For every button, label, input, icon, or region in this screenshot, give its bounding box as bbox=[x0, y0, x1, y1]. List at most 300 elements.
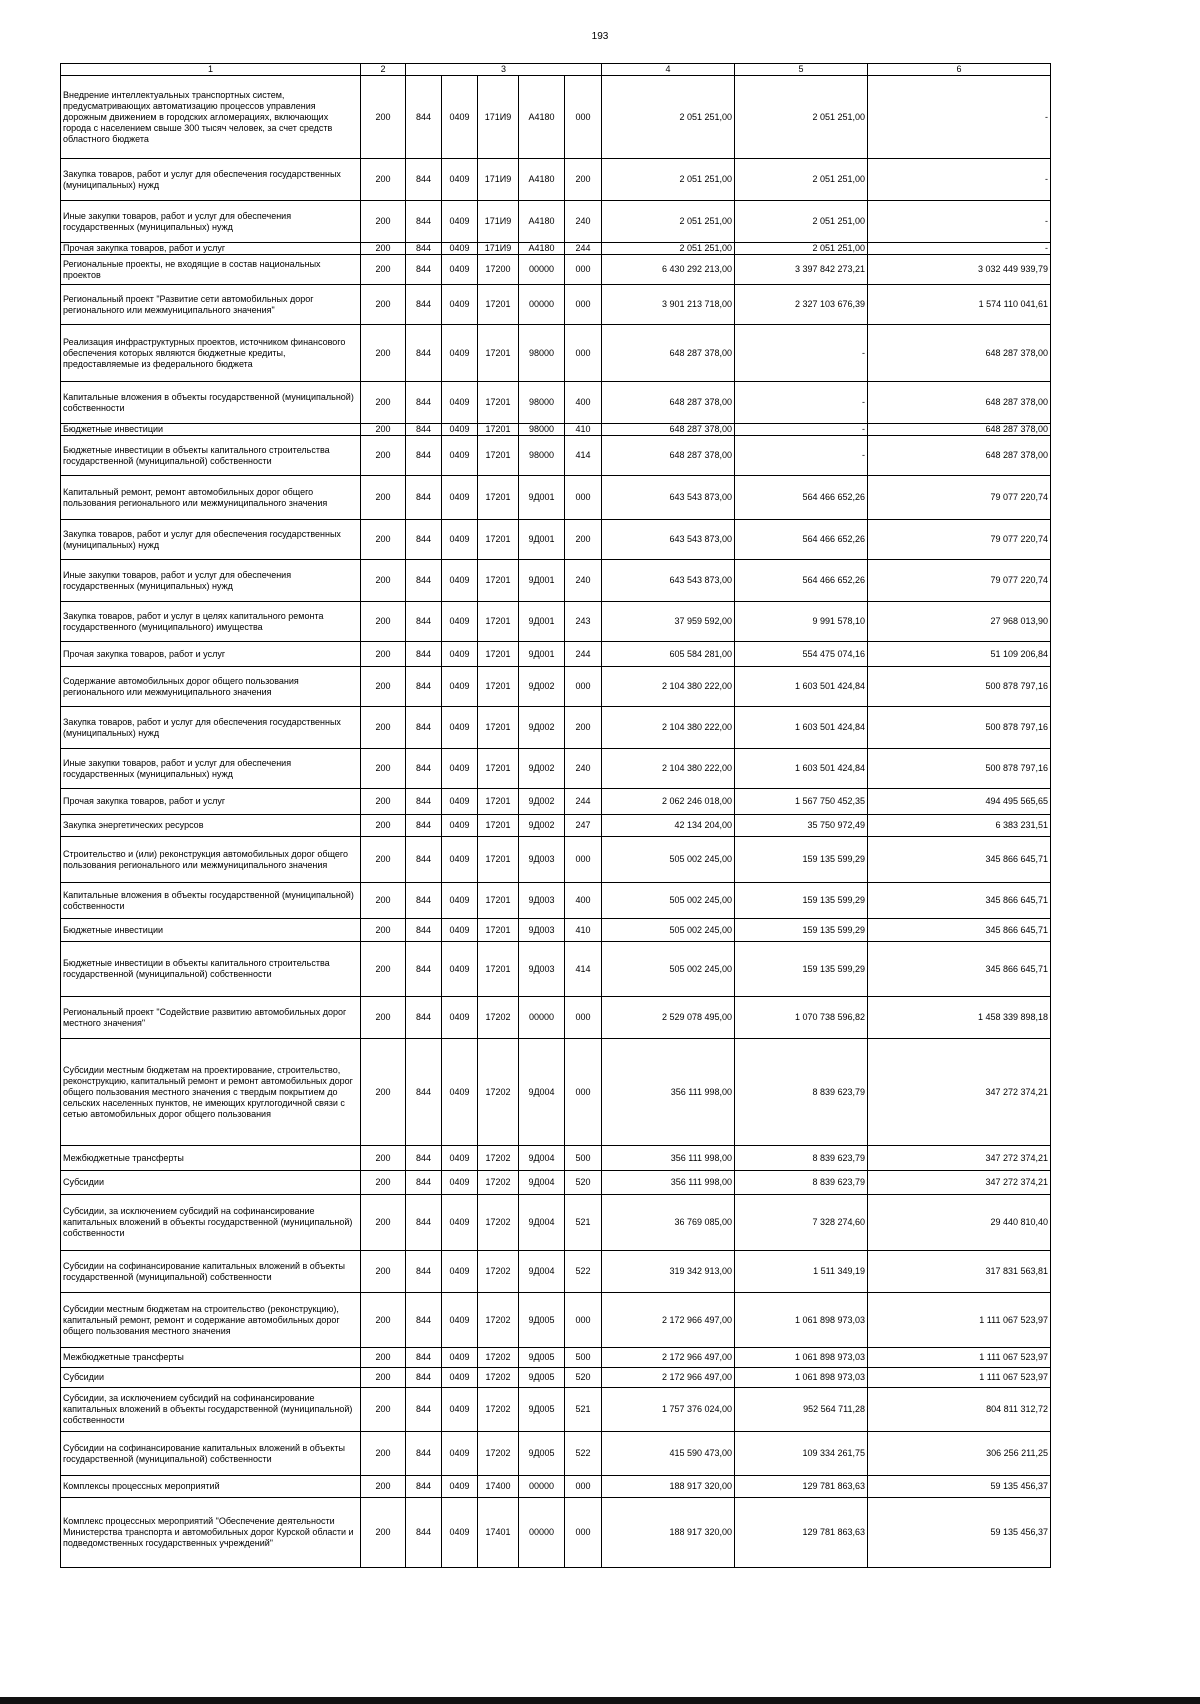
row-amount-planned: 643 543 873,00 bbox=[602, 560, 735, 602]
row-amount-planned: 2 104 380 222,00 bbox=[602, 749, 735, 789]
row-amount-planned: 643 543 873,00 bbox=[602, 520, 735, 560]
row-amount-planned: 648 287 378,00 bbox=[602, 436, 735, 476]
row-amount-remaining: 317 831 563,81 bbox=[868, 1251, 1051, 1293]
row-amount-executed: 129 781 863,63 bbox=[735, 1498, 868, 1568]
row-expense-type: 410 bbox=[565, 919, 602, 942]
table-row bbox=[61, 1498, 1051, 1568]
table-row bbox=[61, 76, 1051, 159]
row-department: 844 bbox=[406, 667, 442, 707]
row-section: 200 bbox=[361, 837, 406, 883]
header-col-5: 5 bbox=[735, 64, 868, 76]
row-expense-type: 000 bbox=[565, 667, 602, 707]
row-amount-executed: 1 061 898 973,03 bbox=[735, 1293, 868, 1348]
row-section: 200 bbox=[361, 1293, 406, 1348]
scan-edge bbox=[0, 1697, 1200, 1704]
header-row bbox=[61, 64, 1051, 76]
row-expense-type: 240 bbox=[565, 560, 602, 602]
row-target-code: 171И9 bbox=[478, 243, 519, 255]
row-amount-planned: 648 287 378,00 bbox=[602, 325, 735, 382]
row-direction-code: 9Д001 bbox=[519, 642, 565, 667]
row-name: Прочая закупка товаров, работ и услуг bbox=[61, 642, 361, 667]
row-subsection: 0409 bbox=[442, 667, 478, 707]
row-department: 844 bbox=[406, 942, 442, 997]
row-target-code: 17202 bbox=[478, 1348, 519, 1368]
row-subsection: 0409 bbox=[442, 1293, 478, 1348]
row-department: 844 bbox=[406, 1195, 442, 1251]
row-department: 844 bbox=[406, 602, 442, 642]
row-expense-type: 000 bbox=[565, 476, 602, 520]
table-row bbox=[61, 1039, 1051, 1146]
row-department: 844 bbox=[406, 997, 442, 1039]
table-row bbox=[61, 201, 1051, 243]
row-direction-code: 9Д002 bbox=[519, 749, 565, 789]
row-department: 844 bbox=[406, 883, 442, 919]
row-direction-code: 9Д003 bbox=[519, 883, 565, 919]
row-amount-executed: 1 061 898 973,03 bbox=[735, 1348, 868, 1368]
row-department: 844 bbox=[406, 476, 442, 520]
row-amount-remaining: 347 272 374,21 bbox=[868, 1039, 1051, 1146]
row-target-code: 17201 bbox=[478, 789, 519, 815]
row-direction-code: 9Д005 bbox=[519, 1348, 565, 1368]
table-row bbox=[61, 1171, 1051, 1195]
row-subsection: 0409 bbox=[442, 159, 478, 201]
row-subsection: 0409 bbox=[442, 883, 478, 919]
row-name: Капитальные вложения в объекты государственной (муниципальной) собственности bbox=[61, 883, 361, 919]
row-amount-executed: 129 781 863,63 bbox=[735, 1476, 868, 1498]
row-section: 200 bbox=[361, 997, 406, 1039]
row-amount-remaining: - bbox=[868, 201, 1051, 243]
row-name: Закупка товаров, работ и услуг для обеспечения государственных (муниципальных) нужд bbox=[61, 520, 361, 560]
row-amount-executed: 3 397 842 273,21 bbox=[735, 255, 868, 285]
table-row bbox=[61, 159, 1051, 201]
row-name: Капитальные вложения в объекты государственной (муниципальной) собственности bbox=[61, 382, 361, 424]
row-name: Содержание автомобильных дорог общего пользования регионального или межмуниципального значения bbox=[61, 667, 361, 707]
row-amount-planned: 505 002 245,00 bbox=[602, 837, 735, 883]
row-expense-type: 500 bbox=[565, 1146, 602, 1171]
row-expense-type: 000 bbox=[565, 997, 602, 1039]
row-section: 200 bbox=[361, 476, 406, 520]
row-amount-executed: 159 135 599,29 bbox=[735, 919, 868, 942]
row-name: Межбюджетные трансферты bbox=[61, 1348, 361, 1368]
row-target-code: 17201 bbox=[478, 919, 519, 942]
row-subsection: 0409 bbox=[442, 919, 478, 942]
row-subsection: 0409 bbox=[442, 789, 478, 815]
row-expense-type: 414 bbox=[565, 436, 602, 476]
row-subsection: 0409 bbox=[442, 1146, 478, 1171]
row-amount-executed: - bbox=[735, 424, 868, 436]
row-name: Субсидии bbox=[61, 1368, 361, 1388]
row-amount-remaining: 79 077 220,74 bbox=[868, 520, 1051, 560]
row-target-code: 17202 bbox=[478, 1146, 519, 1171]
row-department: 844 bbox=[406, 1146, 442, 1171]
row-expense-type: 000 bbox=[565, 837, 602, 883]
row-amount-remaining: 804 811 312,72 bbox=[868, 1388, 1051, 1432]
row-name: Реализация инфраструктурных проектов, источником финансового обеспечения которых являются бюджетные кредиты, предоставляемые из федерального бюджета bbox=[61, 325, 361, 382]
row-target-code: 17201 bbox=[478, 602, 519, 642]
row-amount-remaining: 79 077 220,74 bbox=[868, 476, 1051, 520]
row-direction-code: 98000 bbox=[519, 382, 565, 424]
row-section: 200 bbox=[361, 602, 406, 642]
row-section: 200 bbox=[361, 424, 406, 436]
row-amount-executed: 109 334 261,75 bbox=[735, 1432, 868, 1476]
table-row bbox=[61, 1388, 1051, 1432]
row-expense-type: 247 bbox=[565, 815, 602, 837]
row-amount-executed: 35 750 972,49 bbox=[735, 815, 868, 837]
table-row bbox=[61, 520, 1051, 560]
row-amount-executed: 564 466 652,26 bbox=[735, 476, 868, 520]
row-target-code: 17202 bbox=[478, 1251, 519, 1293]
row-target-code: 17202 bbox=[478, 997, 519, 1039]
row-amount-executed: 1 603 501 424,84 bbox=[735, 749, 868, 789]
row-name: Субсидии на софинансирование капитальных вложений в объекты государственной (муниципальной) собственности bbox=[61, 1251, 361, 1293]
row-amount-remaining: 345 866 645,71 bbox=[868, 837, 1051, 883]
row-section: 200 bbox=[361, 1388, 406, 1432]
row-name: Строительство и (или) реконструкция автомобильных дорог общего пользования регионального или межмуниципального значения bbox=[61, 837, 361, 883]
row-section: 200 bbox=[361, 919, 406, 942]
row-amount-planned: 2 172 966 497,00 bbox=[602, 1348, 735, 1368]
table-row bbox=[61, 997, 1051, 1039]
row-amount-planned: 2 051 251,00 bbox=[602, 159, 735, 201]
row-amount-executed: - bbox=[735, 436, 868, 476]
row-expense-type: 400 bbox=[565, 883, 602, 919]
row-direction-code: А4180 bbox=[519, 243, 565, 255]
row-amount-planned: 648 287 378,00 bbox=[602, 424, 735, 436]
table-row bbox=[61, 1432, 1051, 1476]
row-amount-planned: 2 529 078 495,00 bbox=[602, 997, 735, 1039]
row-department: 844 bbox=[406, 642, 442, 667]
table-row bbox=[61, 667, 1051, 707]
table-row bbox=[61, 837, 1051, 883]
row-expense-type: 000 bbox=[565, 325, 602, 382]
row-name: Межбюджетные трансферты bbox=[61, 1146, 361, 1171]
row-expense-type: 400 bbox=[565, 382, 602, 424]
row-expense-type: 000 bbox=[565, 1498, 602, 1568]
row-section: 200 bbox=[361, 382, 406, 424]
row-expense-type: 000 bbox=[565, 255, 602, 285]
row-target-code: 17201 bbox=[478, 285, 519, 325]
row-target-code: 17201 bbox=[478, 837, 519, 883]
row-department: 844 bbox=[406, 919, 442, 942]
row-department: 844 bbox=[406, 424, 442, 436]
row-name: Бюджетные инвестиции bbox=[61, 919, 361, 942]
row-amount-planned: 188 917 320,00 bbox=[602, 1498, 735, 1568]
row-name: Внедрение интеллектуальных транспортных систем, предусматривающих автоматизацию процессов управления дорожным движением в городских агломерациях, включающих города с населением свыше 300 тысяч человек, за счет средств областного бюджета bbox=[61, 76, 361, 159]
row-amount-planned: 2 104 380 222,00 bbox=[602, 667, 735, 707]
row-target-code: 17201 bbox=[478, 476, 519, 520]
row-section: 200 bbox=[361, 1348, 406, 1368]
table-row bbox=[61, 1476, 1051, 1498]
row-amount-remaining: 1 111 067 523,97 bbox=[868, 1368, 1051, 1388]
table-row bbox=[61, 1195, 1051, 1251]
row-amount-planned: 505 002 245,00 bbox=[602, 919, 735, 942]
row-amount-executed: 9 991 578,10 bbox=[735, 602, 868, 642]
row-name: Субсидии местным бюджетам на строительство (реконструкцию), капитальный ремонт, ремонт и содержание автомобильных дорог общего пользования местного значения bbox=[61, 1293, 361, 1348]
row-subsection: 0409 bbox=[442, 382, 478, 424]
row-section: 200 bbox=[361, 243, 406, 255]
row-name: Закупка энергетических ресурсов bbox=[61, 815, 361, 837]
row-amount-executed: 159 135 599,29 bbox=[735, 883, 868, 919]
row-amount-planned: 2 172 966 497,00 bbox=[602, 1368, 735, 1388]
row-name: Комплекс процессных мероприятий "Обеспечение деятельности Министерства транспорта и автомобильных дорог Курской области и подведомственных государственных учреждений" bbox=[61, 1498, 361, 1568]
row-section: 200 bbox=[361, 1195, 406, 1251]
row-expense-type: 000 bbox=[565, 76, 602, 159]
row-subsection: 0409 bbox=[442, 1251, 478, 1293]
row-amount-planned: 6 430 292 213,00 bbox=[602, 255, 735, 285]
row-amount-remaining: 1 574 110 041,61 bbox=[868, 285, 1051, 325]
row-amount-planned: 643 543 873,00 bbox=[602, 476, 735, 520]
row-section: 200 bbox=[361, 1498, 406, 1568]
row-target-code: 17201 bbox=[478, 560, 519, 602]
row-amount-executed: 1 070 738 596,82 bbox=[735, 997, 868, 1039]
row-amount-planned: 319 342 913,00 bbox=[602, 1251, 735, 1293]
row-amount-remaining: 59 135 456,37 bbox=[868, 1476, 1051, 1498]
row-amount-remaining: 79 077 220,74 bbox=[868, 560, 1051, 602]
row-amount-executed: 8 839 623,79 bbox=[735, 1146, 868, 1171]
row-name: Капитальный ремонт, ремонт автомобильных дорог общего пользования регионального или межмуниципального значения bbox=[61, 476, 361, 520]
row-expense-type: 520 bbox=[565, 1171, 602, 1195]
row-direction-code: 00000 bbox=[519, 285, 565, 325]
row-section: 200 bbox=[361, 1039, 406, 1146]
row-amount-remaining: 29 440 810,40 bbox=[868, 1195, 1051, 1251]
row-target-code: 17400 bbox=[478, 1476, 519, 1498]
table-row bbox=[61, 560, 1051, 602]
row-expense-type: 200 bbox=[565, 159, 602, 201]
row-department: 844 bbox=[406, 1348, 442, 1368]
table-row bbox=[61, 1146, 1051, 1171]
row-target-code: 17201 bbox=[478, 424, 519, 436]
table-row bbox=[61, 255, 1051, 285]
row-subsection: 0409 bbox=[442, 1171, 478, 1195]
row-amount-remaining: 1 111 067 523,97 bbox=[868, 1348, 1051, 1368]
row-expense-type: 500 bbox=[565, 1348, 602, 1368]
row-subsection: 0409 bbox=[442, 749, 478, 789]
row-direction-code: А4180 bbox=[519, 159, 565, 201]
row-department: 844 bbox=[406, 382, 442, 424]
row-amount-remaining: - bbox=[868, 159, 1051, 201]
row-target-code: 17200 bbox=[478, 255, 519, 285]
row-department: 844 bbox=[406, 815, 442, 837]
row-subsection: 0409 bbox=[442, 602, 478, 642]
row-expense-type: 240 bbox=[565, 749, 602, 789]
row-subsection: 0409 bbox=[442, 1039, 478, 1146]
row-expense-type: 000 bbox=[565, 1039, 602, 1146]
row-amount-executed: 554 475 074,16 bbox=[735, 642, 868, 667]
row-amount-planned: 3 901 213 718,00 bbox=[602, 285, 735, 325]
row-direction-code: 9Д005 bbox=[519, 1293, 565, 1348]
row-department: 844 bbox=[406, 1039, 442, 1146]
row-name: Иные закупки товаров, работ и услуг для обеспечения государственных (муниципальных) нужд bbox=[61, 560, 361, 602]
table-row bbox=[61, 642, 1051, 667]
row-target-code: 17201 bbox=[478, 382, 519, 424]
table-row bbox=[61, 436, 1051, 476]
row-amount-planned: 605 584 281,00 bbox=[602, 642, 735, 667]
row-expense-type: 000 bbox=[565, 1476, 602, 1498]
row-amount-planned: 505 002 245,00 bbox=[602, 883, 735, 919]
row-subsection: 0409 bbox=[442, 325, 478, 382]
row-target-code: 17201 bbox=[478, 707, 519, 749]
row-amount-remaining: 500 878 797,16 bbox=[868, 749, 1051, 789]
page-number: 193 bbox=[591, 31, 609, 42]
row-section: 200 bbox=[361, 815, 406, 837]
row-target-code: 17201 bbox=[478, 749, 519, 789]
table-row bbox=[61, 285, 1051, 325]
row-direction-code: 9Д002 bbox=[519, 815, 565, 837]
row-amount-executed: 2 051 251,00 bbox=[735, 201, 868, 243]
table-row bbox=[61, 707, 1051, 749]
row-section: 200 bbox=[361, 1476, 406, 1498]
row-section: 200 bbox=[361, 789, 406, 815]
row-amount-executed: 7 328 274,60 bbox=[735, 1195, 868, 1251]
table-row bbox=[61, 382, 1051, 424]
row-direction-code: 98000 bbox=[519, 325, 565, 382]
row-name: Прочая закупка товаров, работ и услуг bbox=[61, 243, 361, 255]
row-amount-executed: 1 603 501 424,84 bbox=[735, 667, 868, 707]
row-section: 200 bbox=[361, 560, 406, 602]
row-amount-executed: - bbox=[735, 325, 868, 382]
row-direction-code: 9Д004 bbox=[519, 1146, 565, 1171]
row-amount-remaining: 500 878 797,16 bbox=[868, 667, 1051, 707]
row-amount-planned: 1 757 376 024,00 bbox=[602, 1388, 735, 1432]
row-amount-executed: 1 603 501 424,84 bbox=[735, 707, 868, 749]
row-expense-type: 000 bbox=[565, 285, 602, 325]
row-amount-planned: 505 002 245,00 bbox=[602, 942, 735, 997]
row-amount-remaining: - bbox=[868, 76, 1051, 159]
row-expense-type: 200 bbox=[565, 707, 602, 749]
row-amount-planned: 2 062 246 018,00 bbox=[602, 789, 735, 815]
table-row bbox=[61, 789, 1051, 815]
row-name: Бюджетные инвестиции в объекты капитального строительства государственной (муниципальной) собственности bbox=[61, 942, 361, 997]
row-section: 200 bbox=[361, 942, 406, 997]
row-subsection: 0409 bbox=[442, 476, 478, 520]
row-subsection: 0409 bbox=[442, 243, 478, 255]
row-section: 200 bbox=[361, 667, 406, 707]
row-amount-executed: 8 839 623,79 bbox=[735, 1171, 868, 1195]
row-amount-remaining: 51 109 206,84 bbox=[868, 642, 1051, 667]
row-amount-planned: 36 769 085,00 bbox=[602, 1195, 735, 1251]
row-target-code: 17202 bbox=[478, 1388, 519, 1432]
row-amount-remaining: 6 383 231,51 bbox=[868, 815, 1051, 837]
row-target-code: 17202 bbox=[478, 1293, 519, 1348]
row-amount-executed: - bbox=[735, 382, 868, 424]
table-row bbox=[61, 424, 1051, 436]
row-department: 844 bbox=[406, 520, 442, 560]
row-name: Закупка товаров, работ и услуг для обеспечения государственных (муниципальных) нужд bbox=[61, 159, 361, 201]
header-col-4: 4 bbox=[602, 64, 735, 76]
row-section: 200 bbox=[361, 707, 406, 749]
row-direction-code: 9Д001 bbox=[519, 602, 565, 642]
row-department: 844 bbox=[406, 560, 442, 602]
row-amount-remaining: - bbox=[868, 243, 1051, 255]
row-amount-planned: 2 104 380 222,00 bbox=[602, 707, 735, 749]
row-subsection: 0409 bbox=[442, 1368, 478, 1388]
row-direction-code: 9Д002 bbox=[519, 789, 565, 815]
row-direction-code: 9Д005 bbox=[519, 1432, 565, 1476]
row-direction-code: 9Д002 bbox=[519, 707, 565, 749]
row-section: 200 bbox=[361, 325, 406, 382]
header-col-1: 1 bbox=[61, 64, 361, 76]
row-target-code: 17201 bbox=[478, 883, 519, 919]
row-department: 844 bbox=[406, 707, 442, 749]
row-department: 844 bbox=[406, 837, 442, 883]
row-name: Бюджетные инвестиции в объекты капитального строительства государственной (муниципальной) собственности bbox=[61, 436, 361, 476]
row-subsection: 0409 bbox=[442, 201, 478, 243]
table-row bbox=[61, 1368, 1051, 1388]
row-section: 200 bbox=[361, 159, 406, 201]
row-name: Региональный проект "Содействие развитию автомобильных дорог местного значения" bbox=[61, 997, 361, 1039]
row-subsection: 0409 bbox=[442, 436, 478, 476]
header-col-6: 6 bbox=[868, 64, 1051, 76]
row-amount-remaining: 3 032 449 939,79 bbox=[868, 255, 1051, 285]
table-row bbox=[61, 1348, 1051, 1368]
row-amount-remaining: 59 135 456,37 bbox=[868, 1498, 1051, 1568]
row-amount-remaining: 345 866 645,71 bbox=[868, 883, 1051, 919]
row-name: Субсидии, за исключением субсидий на софинансирование капитальных вложений в объекты государственной (муниципальной) собственности bbox=[61, 1388, 361, 1432]
row-target-code: 17201 bbox=[478, 642, 519, 667]
row-amount-executed: 8 839 623,79 bbox=[735, 1039, 868, 1146]
row-direction-code: А4180 bbox=[519, 201, 565, 243]
row-department: 844 bbox=[406, 76, 442, 159]
row-subsection: 0409 bbox=[442, 1476, 478, 1498]
row-direction-code: 9Д004 bbox=[519, 1039, 565, 1146]
row-section: 200 bbox=[361, 1251, 406, 1293]
row-name: Региональные проекты, не входящие в состав национальных проектов bbox=[61, 255, 361, 285]
row-subsection: 0409 bbox=[442, 76, 478, 159]
row-amount-executed: 2 051 251,00 bbox=[735, 159, 868, 201]
row-expense-type: 240 bbox=[565, 201, 602, 243]
row-amount-remaining: 345 866 645,71 bbox=[868, 942, 1051, 997]
row-name: Субсидии на софинансирование капитальных вложений в объекты государственной (муниципальной) собственности bbox=[61, 1432, 361, 1476]
row-target-code: 17201 bbox=[478, 815, 519, 837]
row-amount-planned: 648 287 378,00 bbox=[602, 382, 735, 424]
row-name: Региональный проект "Развитие сети автомобильных дорог регионального или межмуниципального значения" bbox=[61, 285, 361, 325]
row-subsection: 0409 bbox=[442, 815, 478, 837]
table-row bbox=[61, 476, 1051, 520]
table-row bbox=[61, 325, 1051, 382]
row-expense-type: 410 bbox=[565, 424, 602, 436]
row-expense-type: 000 bbox=[565, 1293, 602, 1348]
row-target-code: 17201 bbox=[478, 436, 519, 476]
row-amount-planned: 356 111 998,00 bbox=[602, 1146, 735, 1171]
row-name: Субсидии, за исключением субсидий на софинансирование капитальных вложений в объекты государственной (муниципальной) собственности bbox=[61, 1195, 361, 1251]
row-department: 844 bbox=[406, 243, 442, 255]
row-expense-type: 520 bbox=[565, 1368, 602, 1388]
row-department: 844 bbox=[406, 201, 442, 243]
row-expense-type: 521 bbox=[565, 1195, 602, 1251]
row-department: 844 bbox=[406, 789, 442, 815]
row-amount-planned: 415 590 473,00 bbox=[602, 1432, 735, 1476]
row-amount-executed: 1 061 898 973,03 bbox=[735, 1368, 868, 1388]
row-department: 844 bbox=[406, 1293, 442, 1348]
row-amount-planned: 356 111 998,00 bbox=[602, 1171, 735, 1195]
row-subsection: 0409 bbox=[442, 424, 478, 436]
row-amount-planned: 42 134 204,00 bbox=[602, 815, 735, 837]
row-amount-executed: 1 511 349,19 bbox=[735, 1251, 868, 1293]
row-department: 844 bbox=[406, 325, 442, 382]
row-target-code: 17202 bbox=[478, 1039, 519, 1146]
table-row bbox=[61, 815, 1051, 837]
row-subsection: 0409 bbox=[442, 1195, 478, 1251]
row-direction-code: 9Д003 bbox=[519, 942, 565, 997]
row-target-code: 17201 bbox=[478, 942, 519, 997]
row-name: Субсидии местным бюджетам на проектирование, строительство, реконструкцию, капитальный ремонт и ремонт автомобильных дорог общего пользования местного значения с твердым покрытием до сельских населенных пунктов, не имеющих круглогодичной связи с сетью автомобильных дорог общего пользования bbox=[61, 1039, 361, 1146]
row-direction-code: 9Д004 bbox=[519, 1195, 565, 1251]
row-department: 844 bbox=[406, 159, 442, 201]
row-target-code: 17202 bbox=[478, 1368, 519, 1388]
row-expense-type: 522 bbox=[565, 1251, 602, 1293]
table-row bbox=[61, 883, 1051, 919]
row-section: 200 bbox=[361, 520, 406, 560]
row-section: 200 bbox=[361, 436, 406, 476]
